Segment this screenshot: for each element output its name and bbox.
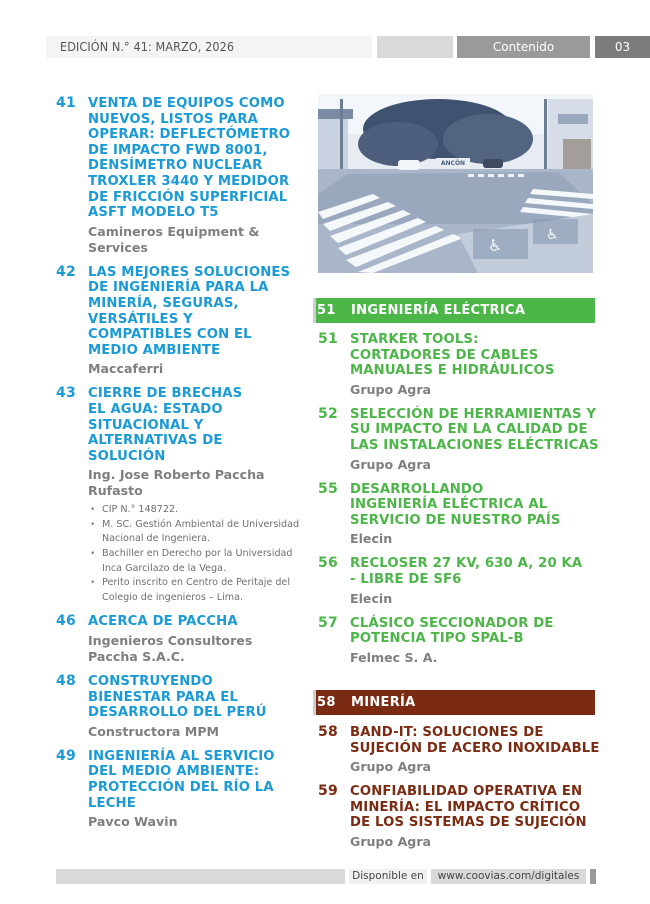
toc-author: Pavco Wavin	[88, 814, 178, 830]
toc-mineria-list	[318, 725, 602, 858]
toc-author: Felmec S. A.	[350, 649, 438, 665]
section-page-number: 58	[317, 695, 336, 710]
toc-title: CLÁSICO SECCIONADOR DE POTENCIA TIPO SPAL-B	[350, 615, 554, 647]
toc-author: Grupo Agra	[350, 456, 432, 472]
svg-text:♿: ♿	[488, 236, 503, 255]
toc-page-number: 56	[318, 555, 338, 572]
toc-entry[interactable]	[56, 265, 306, 378]
toc-title: CIERRE DE BRECHAS EL AGUA: ESTADO SITUACIONAL Y ALTERNATIVAS DE SOLUCIÓN	[88, 386, 243, 464]
toc-author: Constructora MPM	[88, 723, 220, 739]
section-header-mineria[interactable]	[313, 690, 595, 715]
section-bar-edge	[313, 298, 316, 323]
toc-entry[interactable]	[56, 614, 306, 665]
toc-entry[interactable]	[318, 556, 602, 606]
toc-page-number: 42	[56, 263, 76, 280]
toc-entry[interactable]	[318, 332, 602, 398]
credential-item: • Perito inscrito en Centro de Peritaje del Colegio de ingenieros – Lima.	[88, 576, 306, 605]
toc-author: Elecin	[350, 590, 393, 606]
toc-entry[interactable]	[318, 482, 602, 548]
svg-text:♿: ♿	[546, 227, 559, 243]
section-title: MINERÍA	[351, 695, 416, 710]
footer-bar	[56, 869, 345, 884]
toc-page-number: 52	[318, 405, 338, 422]
credential-item: • M. SC. Gestión Ambiental de Universidad Nacional de Ingeniera.	[88, 518, 306, 547]
toc-entry[interactable]	[56, 96, 306, 256]
page-number: 03	[595, 36, 650, 58]
toc-page-number: 49	[56, 747, 76, 764]
toc-page-number: 51	[318, 331, 338, 347]
toc-title: BAND-IT: SOLUCIONES DE SUJECIÓN DE ACERO INOXIDABLE	[350, 725, 600, 756]
toc-page-number: 48	[56, 673, 76, 690]
toc-entry[interactable]	[56, 674, 306, 740]
toc-author: Grupo Agra	[350, 759, 432, 775]
toc-author: Maccaferri	[88, 361, 164, 377]
section-bar-edge	[313, 690, 316, 715]
header-spacer-bar	[377, 36, 453, 58]
toc-entry[interactable]	[318, 725, 602, 775]
credential-item: • CIP N.° 148722.	[88, 503, 306, 518]
toc-left-column	[56, 96, 306, 838]
toc-author: Grupo Agra	[350, 833, 432, 849]
toc-author: Ing. Jose Roberto Paccha Rufasto	[88, 467, 265, 499]
toc-page-number: 46	[56, 613, 76, 630]
section-label: Contenido	[457, 36, 590, 58]
toc-page-number: 58	[318, 724, 338, 740]
toc-entry[interactable]	[56, 386, 306, 605]
toc-entry[interactable]	[56, 749, 306, 830]
toc-author: Ingenieros Consultores Paccha S.A.C.	[88, 633, 253, 665]
toc-title: CONFIABILIDAD OPERATIVA EN MINERÍA: EL IMPACTO CRÍTICO DE LOS SISTEMAS DE SUJECIÓN	[350, 784, 587, 831]
toc-title: LAS MEJORES SOLUCIONES DE INGENIERÍA PARA LA MINERÍA, SEGURAS, VERSÁTILES Y COMPATIBLES CON EL MEDIO AMBIENTE	[88, 264, 291, 358]
toc-page-number: 59	[318, 783, 338, 800]
toc-entry[interactable]	[318, 407, 602, 473]
toc-page-number: 41	[56, 95, 76, 111]
toc-entry[interactable]	[318, 784, 602, 850]
footer-end-marker	[590, 869, 596, 884]
toc-author: Elecin	[350, 531, 393, 547]
section-page-number: 51	[317, 303, 336, 318]
toc-author: Grupo Agra	[350, 381, 432, 397]
toc-title: VENTA DE EQUIPOS COMO NUEVOS, LISTOS PARA OPERAR: DEFLECTÓMETRO DE IMPACTO FWD 8001, DENSÍMETRO NUCLEAR TROXLER 3440 Y MEDIDOR DE FRICCIÓN SUPERFICIAL ASFT MODELO T5	[88, 96, 291, 221]
toc-electrica-list	[318, 332, 602, 674]
toc-author: Camineros Equipment & Services	[88, 223, 260, 255]
toc-title: INGENIERÍA AL SERVICIO DEL MEDIO AMBIENTE: PROTECCIÓN DEL RÍO LA LECHE	[88, 748, 275, 811]
credential-item: • Bachiller en Derecho por la Universidad Inca Garcilazo de la Vega.	[88, 547, 306, 576]
toc-title: STARKER TOOLS: CORTADORES DE CABLES MANUALES E HIDRÁULICOS	[350, 332, 555, 379]
toc-title: SELECCIÓN DE HERRAMIENTAS Y SU IMPACTO EN LA CALIDAD DE LAS INSTALACIONES ELÉCTRICAS	[350, 406, 599, 453]
toc-page-number: 57	[318, 614, 338, 631]
section-header-ingenieria-electrica[interactable]	[313, 298, 595, 323]
toc-page-number: 43	[56, 385, 76, 402]
edition-label: EDICIÓN N.° 41: MARZO, 2026	[46, 36, 372, 58]
toc-title: RECLOSER 27 KV, 630 A, 20 KA - LIBRE DE SF6	[350, 556, 583, 587]
street-sign-text: ANCÓN	[440, 160, 466, 167]
section-title: INGENIERÍA ELÉCTRICA	[351, 303, 526, 318]
footer-available-label: Disponible en	[349, 869, 427, 884]
toc-entry[interactable]	[318, 616, 602, 666]
toc-title: DESARROLLANDO INGENIERÍA ELÉCTRICA AL SERVICIO DE NUESTRO PAÍS	[350, 481, 561, 528]
author-credentials-list	[88, 503, 306, 605]
toc-title: CONSTRUYENDO BIENESTAR PARA EL DESARROLLO DEL PERÚ	[88, 674, 267, 721]
toc-title: ACERCA DE PACCHA	[88, 614, 238, 630]
footer-url-link[interactable]: www.coovias.com/digitales	[431, 869, 586, 884]
street-photo	[318, 94, 593, 273]
toc-page-number: 55	[318, 480, 338, 497]
